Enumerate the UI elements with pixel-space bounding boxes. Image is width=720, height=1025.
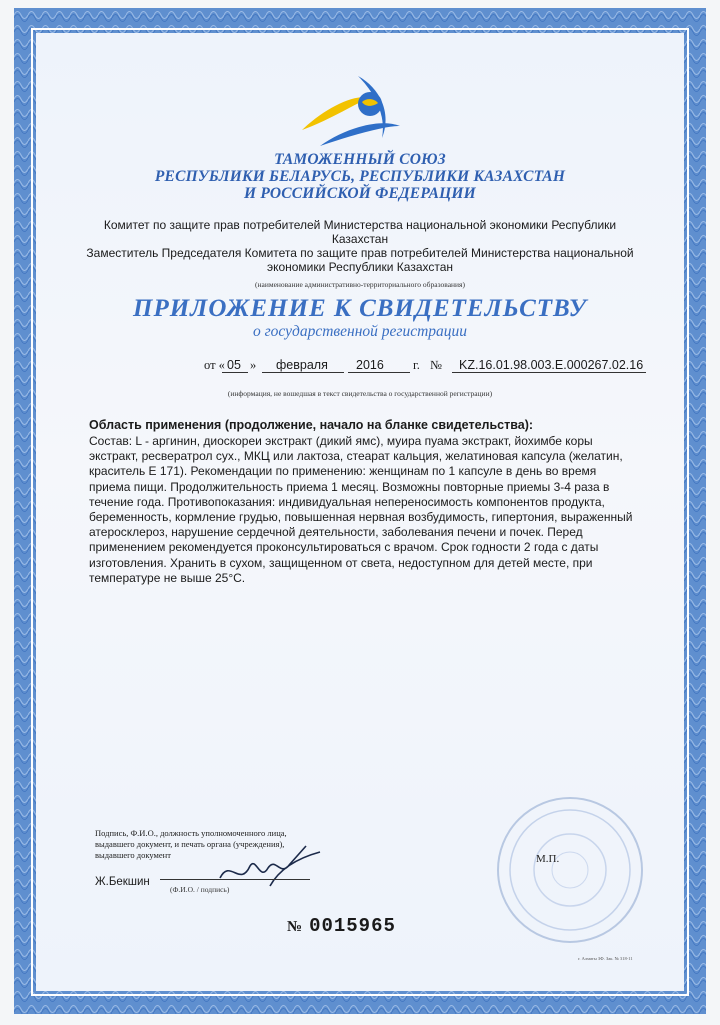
customs-union-logo <box>300 68 410 148</box>
stamp-place-label: М.П. <box>536 853 560 865</box>
document-title: ПРИЛОЖЕНИЕ К СВИДЕТЕЛЬСТВУ <box>133 295 587 322</box>
date-from-label: от « <box>204 358 225 372</box>
scope-line: изготовления. Хранить в сухом, защищенном от света, недоступном для детей месте, при <box>89 555 593 570</box>
month-underline <box>262 372 344 373</box>
signature-caption-line-1: Подпись, Ф.И.О., должность уполномоченного лица, <box>95 828 287 838</box>
committee-line-2: Казахстан <box>331 232 389 246</box>
scope-line: приема пищи. Продолжительность приема 1 месяц. Возможны повторные приемы 3-4 раза в <box>89 479 610 494</box>
serial-number <box>287 915 396 937</box>
deputy-line-2: экономики Республики Казахстан <box>266 260 454 274</box>
registration-caption: (информация, не вошедшая в текст свидетельства о государственной регистрации) <box>227 389 493 398</box>
issuing-authority <box>60 218 660 274</box>
scope-line: краситель Е 171). Рекомендации по применению: женщинам по 1 капсуле в день во время <box>89 464 597 479</box>
document-subtitle: о государственной регистрации <box>252 323 468 340</box>
serial-number-value: 0015965 <box>309 915 396 937</box>
authority-caption: (наименование административно-территориального образования) <box>254 280 465 289</box>
signer-name: Ж.Бекшин <box>95 876 150 888</box>
date-day: 05 <box>227 358 241 372</box>
printer-note: г. Алматы ЗФ. Зак. № 318-11 <box>578 956 633 961</box>
committee-line-1: Комитет по защите прав потребителей Министерства национальной экономики Республики <box>103 218 617 232</box>
scope-line: применением рекомендуется проконсультироваться с врачом. Срок годности 2 года с даты <box>89 540 599 555</box>
number-sign: № <box>430 358 442 372</box>
union-line-3: И РОССИЙСКОЙ ФЕДЕРАЦИИ <box>244 185 476 202</box>
union-line-2: РЕСПУБЛИКИ БЕЛАРУСЬ, РЕСПУБЛИКИ КАЗАХСТАН <box>154 168 566 185</box>
scope-line: атеросклероз, нарушение сердечной деятельности, заболевания печени и почек. Перед <box>89 525 583 540</box>
signature-caption-line-3: выдавшего документ <box>95 850 171 860</box>
scope-line: температуре не выше 25°С. <box>89 570 246 585</box>
date-year-suffix: г. <box>413 358 420 372</box>
scope-line: Состав: L - аргинин, диоскореи экстракт (дикий ямс), муира пуама экстракт, йохимбе коры <box>89 434 593 448</box>
fio-caption: (Ф.И.О. / подпись) <box>170 885 230 894</box>
scope-line: течение года. Противопоказания: индивидуальная непереносимость компонентов продукта, <box>89 494 605 509</box>
scope-line: экстракт, ресвератрол сух., МКЦ или лактоза, стеарат кальция, желатиновая капсула (желатин, <box>89 449 623 464</box>
date-year: 2016 <box>356 358 384 372</box>
scope-line: беременность, кормление грудью, повышенная нервная возбудимость, гипертония, выраженный <box>89 510 633 525</box>
year-underline <box>348 372 410 373</box>
union-line-1: ТАМОЖЕННЫЙ СОЮЗ <box>274 151 446 168</box>
signature-underline <box>160 879 310 880</box>
official-stamp <box>490 790 650 950</box>
customs-union-heading <box>0 151 720 202</box>
scope-body <box>89 434 649 586</box>
registration-number: KZ.16.01.98.003.E.000267.02.16 <box>459 358 644 372</box>
deputy-line-1: Заместитель Председателя Комитета по защите прав потребителей Министерства национальной <box>86 246 634 260</box>
scope-heading: Область применения (продолжение, начало на бланке свидетельства): <box>89 418 534 432</box>
day-underline <box>222 372 248 373</box>
date-month: февраля <box>276 358 328 372</box>
serial-number-sign: № <box>287 919 304 935</box>
date-close-quote: » <box>250 358 257 372</box>
number-underline <box>452 372 646 373</box>
signature-caption-line-2: выдавшего документ, и печать органа (учреждения), <box>95 839 285 849</box>
